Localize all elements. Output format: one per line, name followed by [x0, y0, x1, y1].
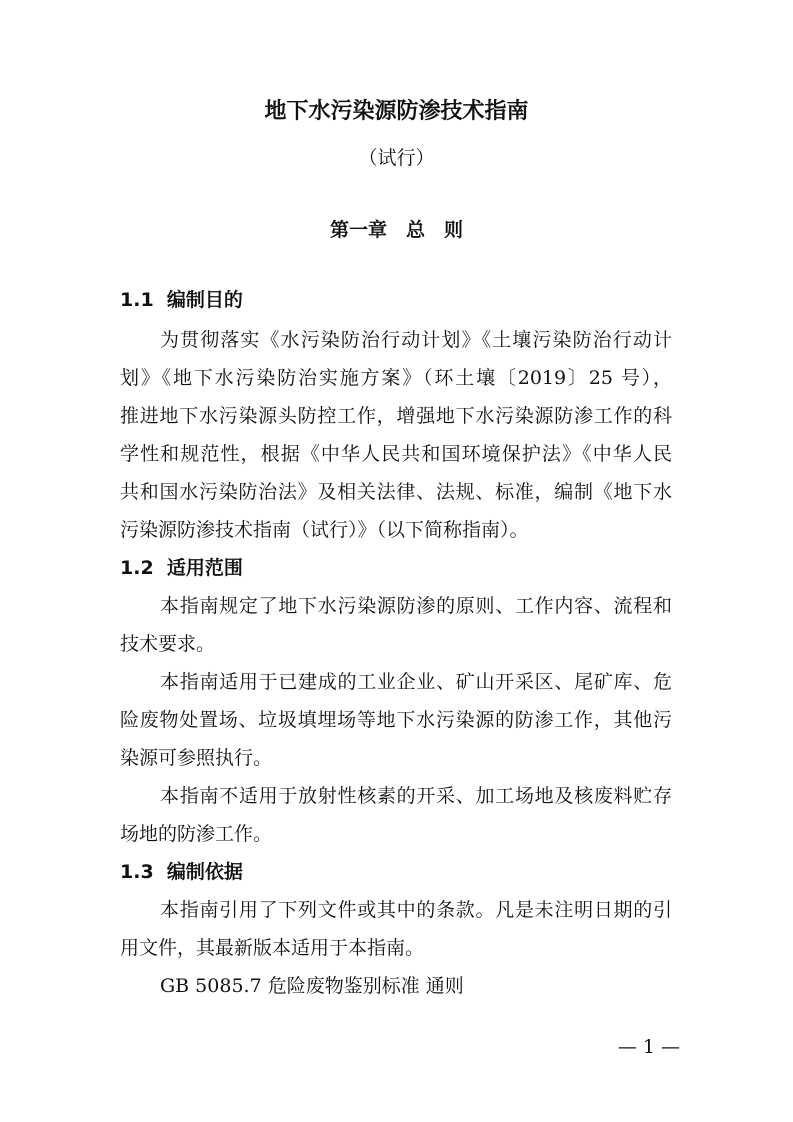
section-heading: 1.3 编制依据 [120, 861, 243, 883]
paragraph-line: GB 5085.7 危险废物鉴别标准 通则 [160, 975, 464, 997]
paragraph-line: 共和国水污染防治法》及相关法律、法规、标准，编制《地下水 [120, 481, 672, 503]
paragraph-line: 场地的防渗工作。 [120, 823, 273, 845]
paragraph-line: 本指南不适用于放射性核素的开采、加工场地及核废料贮存 [160, 785, 672, 807]
page-number: — 1 — [617, 1036, 680, 1058]
paragraph-line: 推进地下水污染源头防控工作，增强地下水污染源防渗工作的科 [120, 405, 672, 427]
paragraph-line: 本指南引用了下列文件或其中的条款。凡是未注明日期的引 [160, 899, 672, 921]
paragraph-line: 污染源防渗技术指南（试行）》（以下简称指南）。 [120, 519, 529, 541]
paragraph-line: 学性和规范性，根据《中华人民共和国环境保护法》《中华人民 [120, 443, 672, 465]
chapter-title: 第一章 总 则 [329, 219, 463, 241]
paragraph-line: 划》《地下水污染防治实施方案》（环土壤〔2019〕25 号）， [120, 367, 672, 389]
paragraph-line: 染源可参照执行。 [120, 747, 273, 769]
paragraph-line: 技术要求。 [120, 633, 216, 655]
document-title: 地下水污染源防渗技术指南 [264, 99, 529, 124]
paragraph-line: 险废物处置场、垃圾填埋场等地下水污染源的防渗工作，其他污 [120, 709, 672, 731]
document-subtitle: （试行） [358, 147, 435, 169]
paragraph-line: 本指南适用于已建成的工业企业、矿山开采区、尾矿库、危 [160, 671, 672, 693]
paragraph-line: 用文件，其最新版本适用于本指南。 [120, 937, 425, 959]
paragraph-line: 为贯彻落实《水污染防治行动计划》《土壤污染防治行动计 [160, 329, 672, 351]
section-heading: 1.1 编制目的 [120, 289, 243, 311]
paragraph-line: 本指南规定了地下水污染源防渗的原则、工作内容、流程和 [160, 595, 672, 617]
section-heading: 1.2 适用范围 [120, 557, 243, 579]
